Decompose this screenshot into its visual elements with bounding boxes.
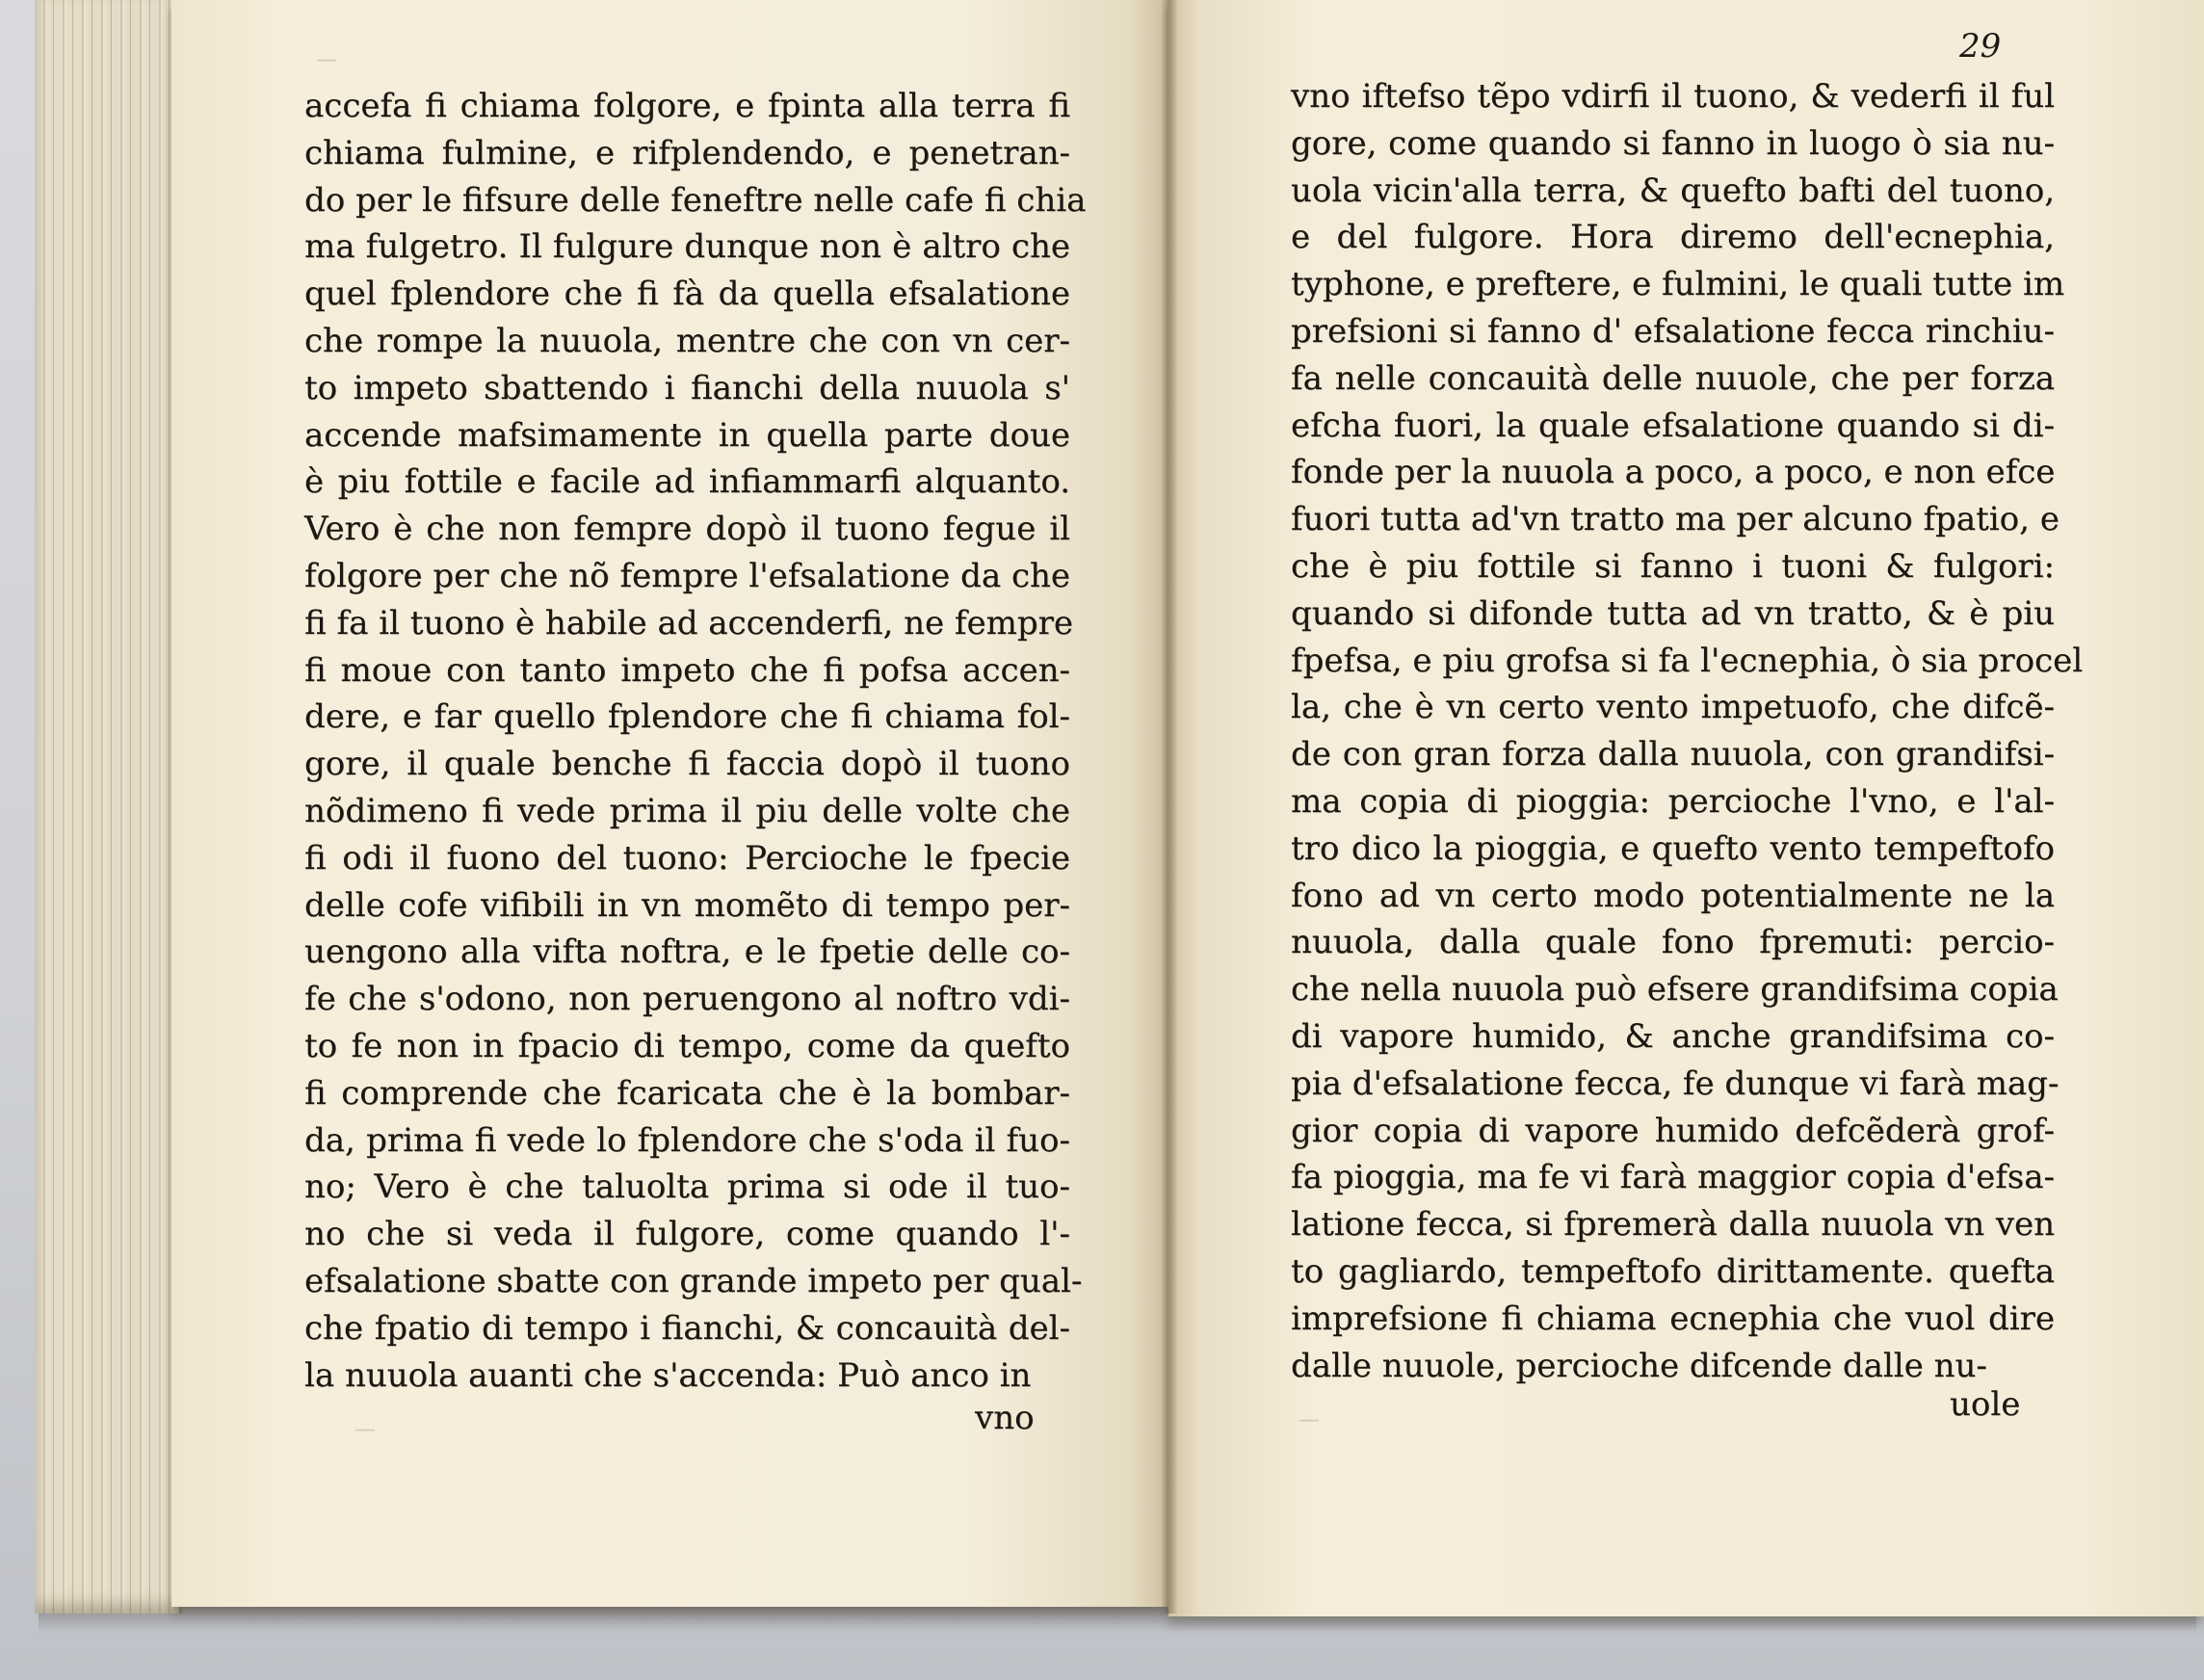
book-gutter	[1162, 0, 1177, 1614]
text-line: pia d'efsalatione fecca, fe dunque vi farà mag-	[1291, 1063, 2060, 1103]
text-line: fa pioggia, ma fe vi farà maggior copia d'efsa-	[1291, 1158, 2055, 1197]
text-line: to gagliardo, tempeftofo dirittamente. quefta	[1291, 1251, 2055, 1291]
text-line: efcha fuori, la quale efsalatione quando si di-	[1291, 406, 2055, 445]
text-line: uola vicin'alla terra, & quefto bafti del tuono,	[1291, 171, 2055, 210]
text-line: fe che s'odono, non peruengono al noftro vdi-	[304, 980, 1070, 1019]
text-line: no; Vero è che taluolta prima si ode il tuo-	[304, 1168, 1070, 1207]
text-line: da, prima fi vede lo fplendore che s'oda il fuo-	[304, 1120, 1070, 1160]
right-catchword: uole	[1950, 1385, 2021, 1424]
text-line: che nella nuuola può efsere grandifsima copia	[1291, 970, 2059, 1010]
text-line: fa nelle concauità delle nuuole, che per forza	[1291, 358, 2055, 398]
text-line: fono ad vn certo modo potentialmente ne la	[1291, 876, 2055, 915]
text-line: ma fulgetro. Il fulgure dunque non è altro che	[304, 227, 1070, 267]
text-line: gore, il quale benche fi faccia dopò il tuono	[304, 745, 1070, 784]
text-line: la nuuola auanti che s'accenda: Può anco in	[304, 1355, 1032, 1395]
text-line: latione fecca, si fpremerà dalla nuuola vn ven	[1291, 1205, 2055, 1245]
text-line: e del fulgore. Hora diremo dell'ecnephia,	[1291, 218, 2055, 257]
text-line: fi odi il fuono del tuono: Percioche le fpecie	[304, 838, 1070, 878]
text-line: typhone, e preftere, e fulmini, le quali tutte im	[1291, 265, 2065, 304]
text-line: ma copia di pioggia: percioche l'vno, e l'al-	[1291, 781, 2055, 821]
page-block-edges	[35, 0, 182, 1614]
text-line: nuuola, dalla quale fono fpremuti: percio-	[1291, 923, 2055, 962]
text-line: gore, come quando si fanno in luogo ò sia nu-	[1291, 123, 2055, 163]
left-catchword: vno	[975, 1399, 1035, 1437]
text-line: accende mafsimamente in quella parte doue	[304, 415, 1070, 455]
text-line: imprefsione fi chiama ecnephia che vuol dire	[1291, 1299, 2055, 1338]
page-number: 29	[1959, 27, 2002, 66]
text-line: delle cofe vifibili in vn momẽto di tempo per-	[304, 885, 1070, 925]
text-line: fi moue con tanto impeto che fi pofsa accen-	[304, 650, 1070, 690]
text-line: la, che è vn certo vento impetuofo, che difcẽ-	[1291, 688, 2055, 727]
text-line: prefsioni si fanno d' efsalatione fecca rinchiu-	[1291, 311, 2055, 351]
text-line: quel fplendore che fi fà da quella efsalatione	[304, 275, 1070, 314]
text-line: do per le fifsure delle feneftre nelle cafe fi chia	[304, 180, 1087, 220]
text-line: di vapore humido, & anche grandifsima co-	[1291, 1016, 2055, 1056]
text-line: fpefsa, e piu grofsa si fa l'ecnephia, ò sia procel	[1291, 641, 2084, 680]
text-line: chiama fulmine, e rifplendendo, e penetran-	[304, 133, 1070, 172]
text-line: de con gran forza dalla nuuola, con grandifsi-	[1291, 735, 2055, 774]
right-page-text	[1291, 73, 2084, 1389]
text-line: no che si veda il fulgore, come quando l'-	[304, 1215, 1070, 1254]
text-line: che è piu fottile si fanno i tuoni & fulgori:	[1291, 546, 2055, 586]
text-line: accefa fi chiama folgore, e fpinta alla terra fi	[304, 87, 1070, 125]
text-line: fi fa il tuono è habile ad accenderfi, ne fempre	[304, 603, 1074, 643]
text-line: to fe non in fpacio di tempo, come da quefto	[304, 1026, 1070, 1065]
text-line: tro dico la pioggia, e quefto vento tempeftofo	[1291, 828, 2055, 868]
text-line: che rompe la nuuola, mentre che con vn cer-	[304, 321, 1070, 360]
text-line: Vero è che non fempre dopò il tuono fegue il	[304, 510, 1070, 549]
text-line: to impeto sbattendo i fianchi della nuuola s'	[304, 368, 1070, 407]
left-page-text	[304, 83, 1087, 1399]
text-line: fuori tutta ad'vn tratto ma per alcuno fpatio, e	[1291, 500, 2060, 539]
text-line: quando si difonde tutta ad vn tratto, & è piu	[1291, 593, 2055, 633]
text-line: dalle nuuole, percioche difcende dalle nu-	[1291, 1346, 1987, 1385]
text-line: folgore per che nõ fempre l'efsalatione da che	[304, 556, 1070, 595]
text-line: efsalatione sbatte con grande impeto per qual-	[304, 1261, 1083, 1300]
text-line: che fpatio di tempo i fianchi, & concauità del-	[304, 1308, 1070, 1348]
text-line: è piu fottile e facile ad infiammarfi alquanto.	[304, 462, 1070, 502]
text-line: nõdimeno fi vede prima il piu delle volte che	[304, 791, 1070, 830]
text-line: gior copia di vapore humido defcẽderà grof-	[1291, 1111, 2055, 1150]
text-line: vno iftefso tẽpo vdirfi il tuono, & vederfi il ful	[1291, 77, 2055, 116]
text-line: fi comprende che fcaricata che è la bombar-	[304, 1073, 1070, 1113]
text-line: dere, e far quello fplendore che fi chiama fol-	[304, 697, 1070, 737]
text-line: uengono alla vifta noftra, e le fpetie delle co-	[304, 932, 1070, 972]
text-line: fonde per la nuuola a poco, a poco, e non efce	[1291, 453, 2056, 492]
